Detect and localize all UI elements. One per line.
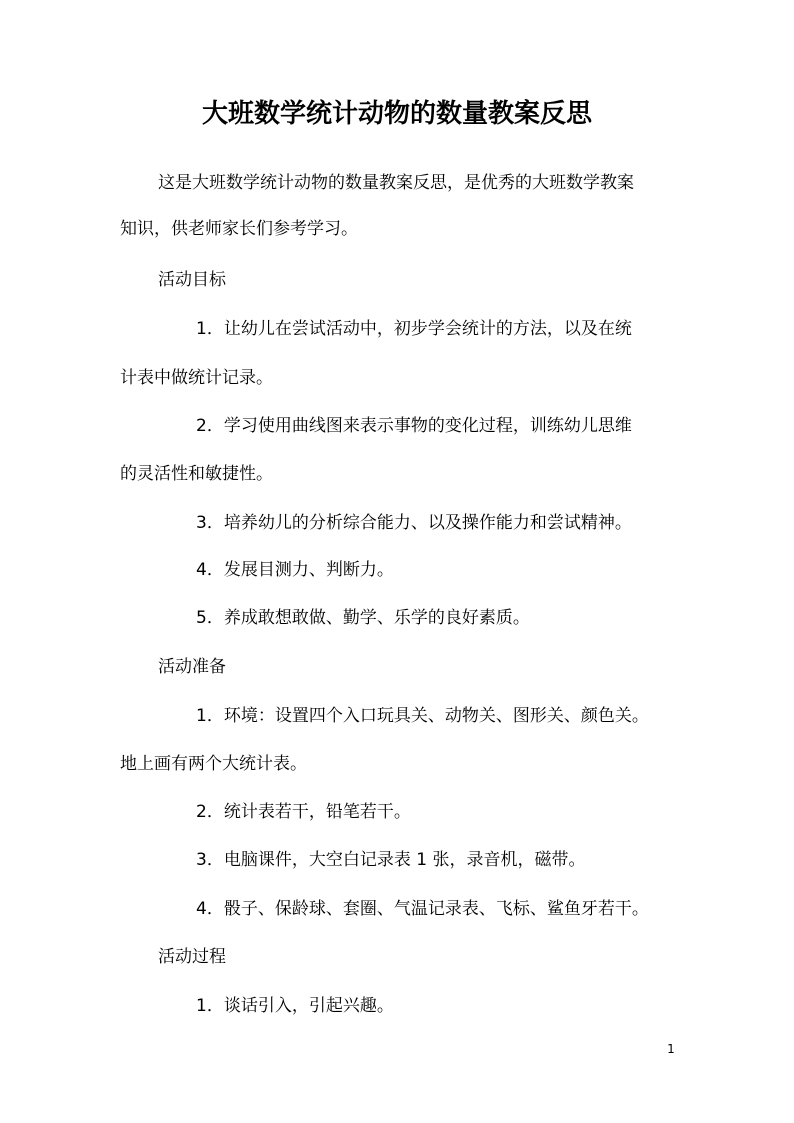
prep-item-2: 2．统计表若干，铅笔若干。 [196, 802, 411, 822]
page-number: 1 [667, 1042, 675, 1056]
goal-item-1-line-1: 1．让幼儿在尝试活动中，初步学会统计的方法，以及在统 [196, 319, 632, 339]
section-heading-process: 活动过程 [158, 947, 226, 967]
goal-item-4: 4．发展目测力、判断力。 [196, 560, 394, 580]
intro-line-2: 知识，供老师家长们参考学习。 [120, 219, 358, 239]
section-heading-goals: 活动目标 [158, 270, 226, 290]
goal-item-2-line-1: 2．学习使用曲线图来表示事物的变化过程，训练幼儿思维 [196, 416, 632, 436]
section-heading-preparation: 活动准备 [158, 657, 226, 677]
goal-item-1-line-2: 计表中做统计记录。 [120, 368, 273, 388]
prep-item-1-line-2: 地上画有两个大统计表。 [120, 754, 307, 774]
goal-item-5: 5．养成敢想敢做、勤学、乐学的良好素质。 [196, 608, 530, 628]
prep-item-1-line-1: 1．环境：设置四个入口玩具关、动物关、图形关、颜色关。 [196, 706, 649, 726]
intro-line-1: 这是大班数学统计动物的数量教案反思，是优秀的大班数学教案 [158, 173, 634, 193]
goal-item-3: 3．培养幼儿的分析综合能力、以及操作能力和尝试精神。 [196, 513, 632, 533]
prep-item-4: 4．骰子、保龄球、套圈、气温记录表、飞标、鲨鱼牙若干。 [196, 899, 649, 919]
prep-item-3: 3．电脑课件，大空白记录表 1 张，录音机，磁带。 [196, 850, 586, 870]
process-item-1: 1．谈话引入，引起兴趣。 [196, 996, 394, 1016]
document-title: 大班数学统计动物的数量教案反思 [201, 99, 592, 129]
goal-item-2-line-2: 的灵活性和敏捷性。 [120, 464, 273, 484]
